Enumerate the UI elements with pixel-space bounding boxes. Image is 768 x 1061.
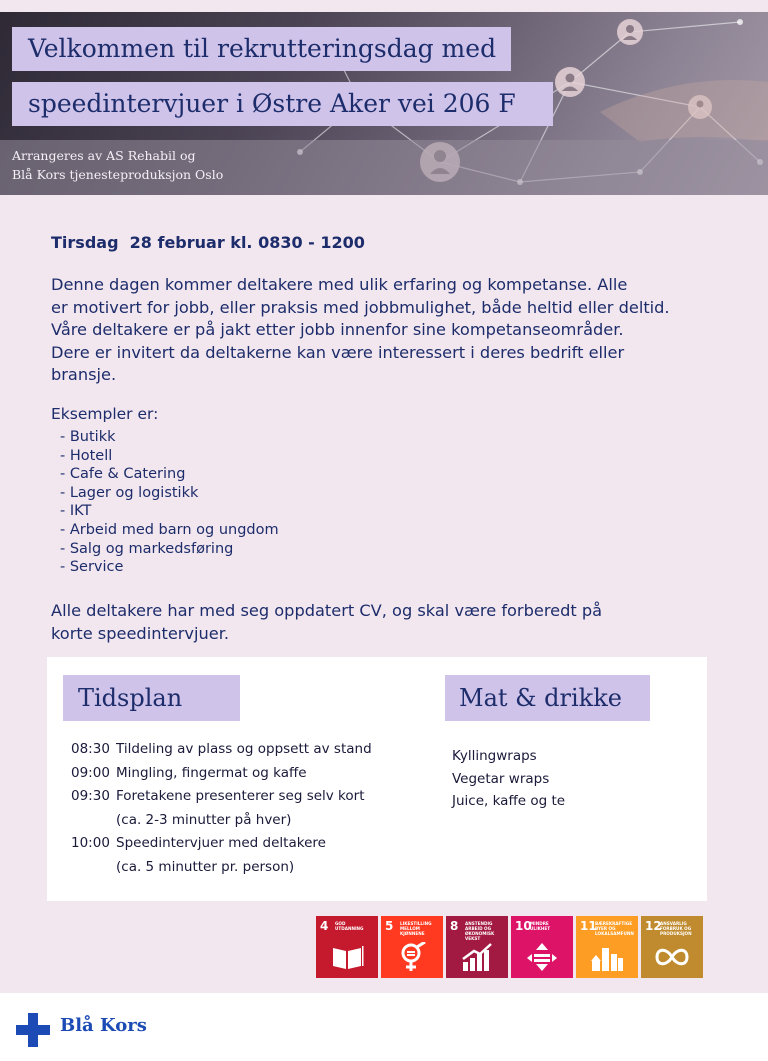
schedule-desc: (ca. 5 minutter pr. person) — [116, 858, 295, 875]
food-item: Vegetar wraps — [452, 770, 550, 787]
list-item: - Service — [60, 559, 124, 576]
sdg-number: 12 — [645, 919, 662, 933]
outro-line: Alle deltakere har med seg oppdatert CV, og skal være forberedt på — [51, 601, 603, 620]
sdg-number: 4 — [320, 919, 329, 933]
intro-line: bransje. — [51, 365, 117, 384]
schedule-time: 09:00 — [71, 764, 110, 781]
growth-chart-icon — [460, 942, 494, 972]
event-date: Tirsdag 28 februar kl. 0830 - 1200 — [51, 233, 365, 252]
list-item: - Salg og markedsføring — [60, 540, 234, 557]
organizers-line-1: Arrangeres av AS Rehabil og — [12, 148, 196, 163]
organizers-line-2: Blå Kors tjenesteproduksjon Oslo — [12, 167, 224, 182]
list-item: - Cafe & Catering — [60, 466, 186, 483]
list-item: - Butikk — [60, 429, 116, 445]
intro-paragraph — [51, 274, 751, 387]
outro-line: korte speedintervjuer. — [51, 623, 230, 643]
sdg-tile-8 — [446, 916, 508, 978]
sdg-label: BÆREKRAFTIGE BYER OG LOKALSAMFUNN — [595, 921, 634, 936]
gender-equality-icon — [395, 942, 429, 972]
city-icon — [590, 942, 624, 972]
title-line-2: speedintervjuer i Østre Aker vei 206 F — [12, 82, 553, 126]
schedule-time: 09:30 — [71, 788, 110, 804]
title-line-1: Velkommen til rekrutteringsdag med — [12, 27, 511, 71]
list-item: - Arbeid med barn og ungdom — [60, 521, 279, 538]
list-item: - IKT — [60, 503, 92, 520]
sdg-label: GOD UTDANNING — [335, 921, 364, 931]
sdg-label: LIKESTILLING MELLOM KJØNNENE — [400, 921, 432, 936]
intro-line: Denne dagen kommer deltakere med ulik erfaring og kompetanse. Alle — [51, 275, 628, 294]
schedule-time: 10:00 — [71, 835, 110, 851]
sdg-number: 8 — [450, 919, 459, 933]
intro-line: Våre deltakere er på jakt etter jobb innenfor sine kompetanseområder. — [51, 320, 624, 339]
schedule-desc: Tildeling av plass og oppsett av stand — [116, 741, 372, 757]
sdg-tile-12 — [641, 916, 703, 978]
sdg-tile-4 — [316, 916, 378, 978]
intro-line: Dere er invitert da deltakerne kan være interessert i deres bedrift eller — [51, 342, 625, 362]
schedule-desc: (ca. 2-3 minutter på hver) — [116, 811, 292, 828]
food-heading: Mat & drikke — [445, 675, 650, 721]
food-item: Juice, kaffe og te — [452, 793, 566, 809]
list-item: - Lager og logistikk — [60, 484, 199, 501]
food-list — [452, 745, 565, 813]
food-item: Kyllingwraps — [452, 748, 537, 764]
sdg-number: 11 — [580, 919, 597, 933]
footer — [0, 993, 768, 1061]
examples-list — [60, 428, 279, 577]
blue-cross-logo-icon — [16, 1013, 50, 1047]
logo-text: Blå Kors — [60, 1015, 147, 1036]
infinity-icon — [655, 942, 689, 972]
sdg-tile-11 — [576, 916, 638, 978]
sdg-label: ANSTENDIG ARBEID OG ØKONOMISK VEKST — [465, 921, 495, 941]
sdg-number: 5 — [385, 919, 394, 933]
info-panel — [47, 657, 707, 901]
sdg-label: MINDRE ULIKHET — [530, 921, 551, 931]
intro-line: er motivert for jobb, eller praksis med jobbmulighet, både heltid eller deltid. — [51, 297, 670, 317]
schedule-heading: Tidsplan — [63, 675, 240, 721]
sdg-tile-10 — [511, 916, 573, 978]
list-item: - Hotell — [60, 447, 113, 464]
hero-banner — [0, 12, 768, 195]
schedule-desc: Speedintervjuer med deltakere — [116, 835, 326, 851]
equality-icon — [525, 942, 559, 972]
sdg-number: 10 — [515, 919, 532, 933]
outro-paragraph — [51, 600, 602, 645]
book-icon — [330, 942, 364, 972]
examples-heading: Eksempler er: — [51, 405, 159, 423]
schedule-desc: Mingling, fingermat og kaffe — [116, 764, 307, 781]
sdg-label: ANSVARLIG FORBRUK OG PRODUKSJON — [660, 921, 692, 936]
sdg-tile-5 — [381, 916, 443, 978]
schedule-time: 08:30 — [71, 741, 110, 757]
schedule-desc: Foretakene presenterer seg selv kort — [116, 788, 365, 804]
